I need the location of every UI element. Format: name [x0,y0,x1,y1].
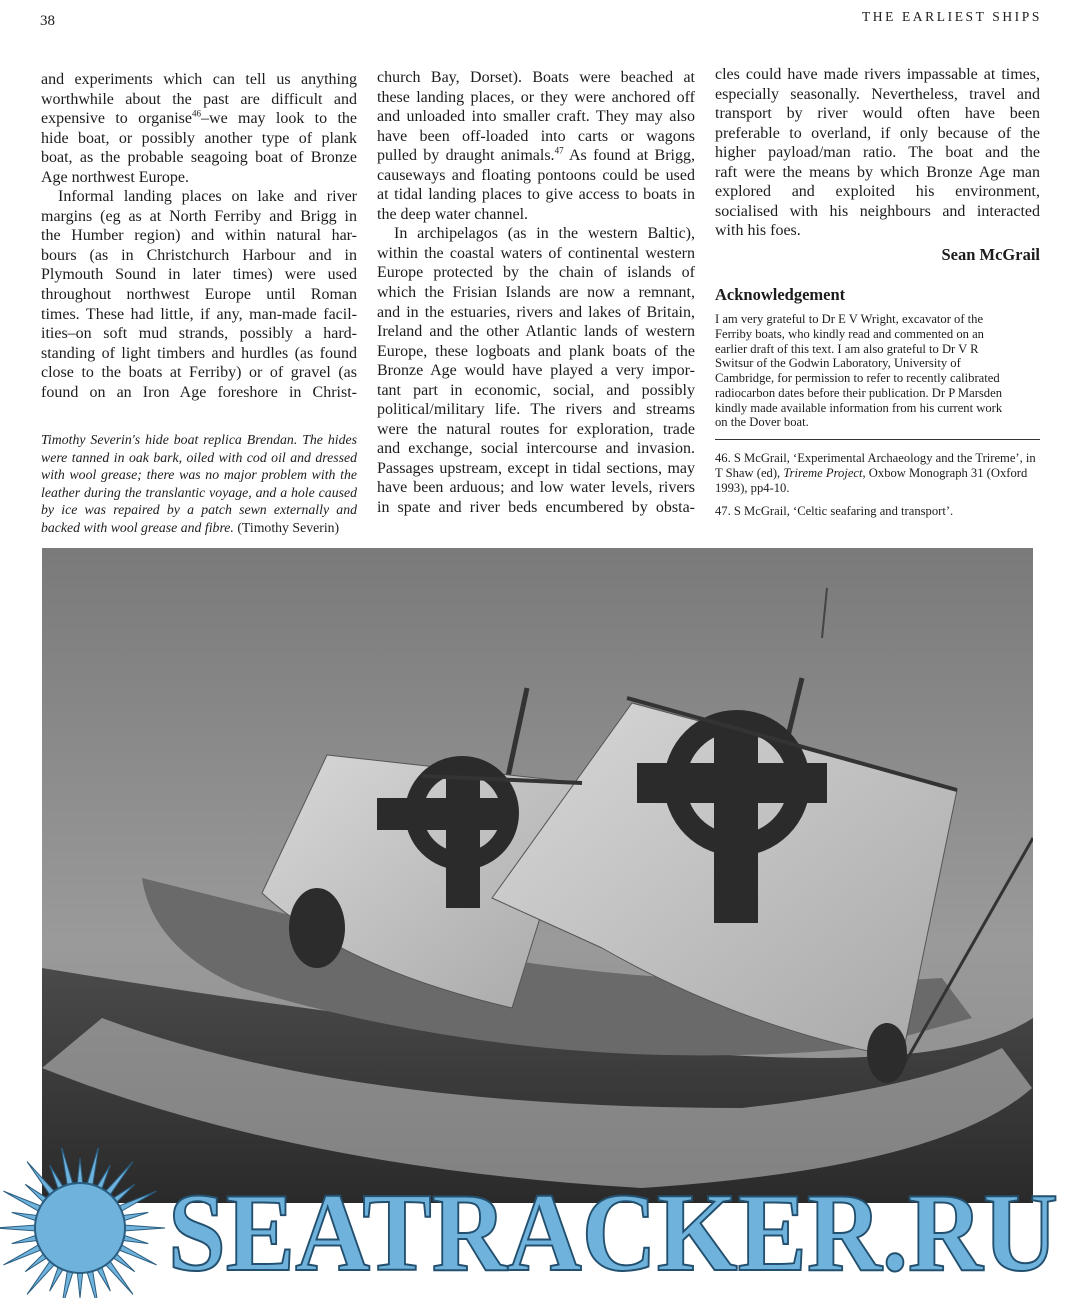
text-line: political/military life. The rivers and streams [377,401,695,419]
text-line: and exchange, social intercourse and invasion. [377,440,695,458]
text-line: Bronze Age would have played a very impor- [377,362,695,380]
caption-text: Timothy Severin's hide boat replica [41,432,247,447]
text-line: the deep water channel. [377,205,529,223]
text: pulled by draught animals. [377,147,555,165]
photo-credit: (Timothy Severin) [233,519,340,535]
acknowledgement-text [715,312,1040,430]
text-line: kindly made available information from his current work [715,400,1003,415]
text-column-3 [715,65,1040,528]
text-line: Age northwest Europe. [41,168,189,186]
sun-logo-icon [0,1148,165,1298]
text-line: which the Frisian Islands are now a remnant, [377,284,695,302]
text-line [377,146,695,166]
crew-member [867,1023,907,1083]
photo-caption [41,431,357,536]
text-line: on the Dover boat. [715,415,809,430]
footnote-46 [715,451,1040,495]
brendan-boat-photo [42,548,1033,1203]
text-line: In archipelagos (as in the western Baltic), [394,225,695,243]
text-line: times. These had little, if any, man-made facil- [41,305,357,323]
text-line: cles could have made rivers impassable at times, [715,66,1040,83]
text-column-2 [377,68,695,518]
text-line: throughout northwest Europe until Roman [41,286,357,304]
text: Trireme Project [783,465,863,480]
text-line: and experiments which can tell us anything [41,71,357,88]
text: , Oxbow Monograph 31 (Oxford 1993), pp4-10. [715,465,1028,495]
page-number: 38 [40,13,55,29]
text-line [41,109,357,129]
text-line: close to the boats at Ferriby) or of gravel (as [41,364,357,382]
text-line: ities–on soft mud strands, possibly a hard- [41,325,357,343]
text-line: Passages upstream, except in tidal sections, may [377,459,695,477]
text-line: within the coastal waters of continental western [377,244,695,262]
text-line: bours (as in Christchurch Harbour and in [41,246,357,264]
text-line: boat, as the probable seagoing boat of Bronze [41,149,357,167]
text-line: earlier draft of this text. I am also grateful to Dr V R [715,341,979,356]
text-line: and unloaded into smaller craft. They may also [377,108,695,126]
text-line: worthwhile about the past are difficult and [41,90,357,108]
text-line: in spate and river beds encumbered by obsta- [377,499,695,517]
running-title: THE EARLIEST SHIPS [861,9,1042,24]
acknowledgement-heading: Acknowledgement [715,285,846,305]
text-line: were the natural routes for exploration, trade [377,420,695,438]
text-line: Switsur of the Godwin Laboratory, University of [715,356,961,371]
text-line: raft were the means by which Bronze Age man [715,163,1040,181]
text: –we may look to the [201,110,357,128]
footnote-divider [715,439,1040,440]
text: expensive to organise [41,110,193,128]
text-line: preferable to overland, if only because of the [715,124,1040,142]
text-line: higher payload/man ratio. The boat and the [715,144,1040,162]
text-line: especially seasonally. Nevertheless, travel and [715,85,1040,103]
text-line: radiocarbon dates before their publication. Dr P Marsden [715,385,1002,400]
text-line: and in the estuaries, rivers and lakes of Britain, [377,303,695,321]
text-line: church Bay, Dorset). Boats were beached at [377,69,695,86]
text: As found at Brigg, [563,147,696,165]
text-line: transport by river would often have been [715,105,1040,123]
text: 46. S McGrail, ‘Experimental Archaeology and the Trireme’, in T Shaw (ed), [715,451,1036,480]
sun-ray [120,1225,165,1231]
seatracker-watermark [0,1148,1080,1298]
text-line: tant part in economic, social, and possibly [377,381,695,399]
text-line: Ireland and the other Atlantic lands of western [377,323,695,341]
text-line: explored and exploited his environment, [715,183,1040,201]
text-line: the Humber region) and within natural har- [41,227,357,245]
footnote-ref[interactable]: 47 [554,145,564,156]
boat-name: Brendan [246,432,294,447]
text-line: I am very grateful to Dr E V Wright, excavator of the [715,312,984,327]
watermark-text: SEATRACKER.RU [168,1171,1058,1295]
text-line: found on an Iron Age foreshore in Christ- [41,383,357,401]
footnote-ref[interactable]: 46 [192,108,202,119]
caption-text: . The hides were tanned in oak bark, oiled with cod oil and dressed with wool grease; there was no major problem with the leather during the translantic voyage, and a hole caused by ice was repaired by a patch sewn externally and backed with wool grease and fibre. [41,432,357,535]
footnote-47: 47. S McGrail, ‘Celtic seafaring and transport’. [715,504,954,519]
text-line: causeways and floating pontoons could be used [377,166,695,184]
text-line: hide boat, or possibly another type of plank [41,129,357,147]
text-line: these landing places, or they were anchored off [377,88,695,106]
text-line: with his foes. [715,222,801,240]
text-line: have been arduous; and low water levels, rivers [377,479,695,497]
text-line: Cambridge, for permission to refer to recently calibrated [715,371,1000,386]
text-line: at tidal landing places to give access to boats in [377,186,695,204]
crew-member [289,888,345,968]
text-line: Ferriby boats, who kindly read and commented on an [715,326,984,341]
author-name: Sean McGrail [941,244,1040,264]
text-line: Europe protected by the chain of islands of [377,264,695,282]
text-line: have been off-loaded into carts or wagons [377,127,695,145]
text-line: margins (eg as at North Ferriby and Brigg in [41,207,357,225]
text-line: Plymouth Sound in later times) were used [41,266,357,284]
text-line: Informal landing places on lake and river [58,188,357,206]
text-line: Europe, these logboats and plank boats of the [377,342,695,360]
text-line: socialised with his neighbours and interacted [715,202,1040,220]
text-column-1 [41,70,357,402]
text-line: standing of light timbers and hurdles (as found [41,344,357,362]
